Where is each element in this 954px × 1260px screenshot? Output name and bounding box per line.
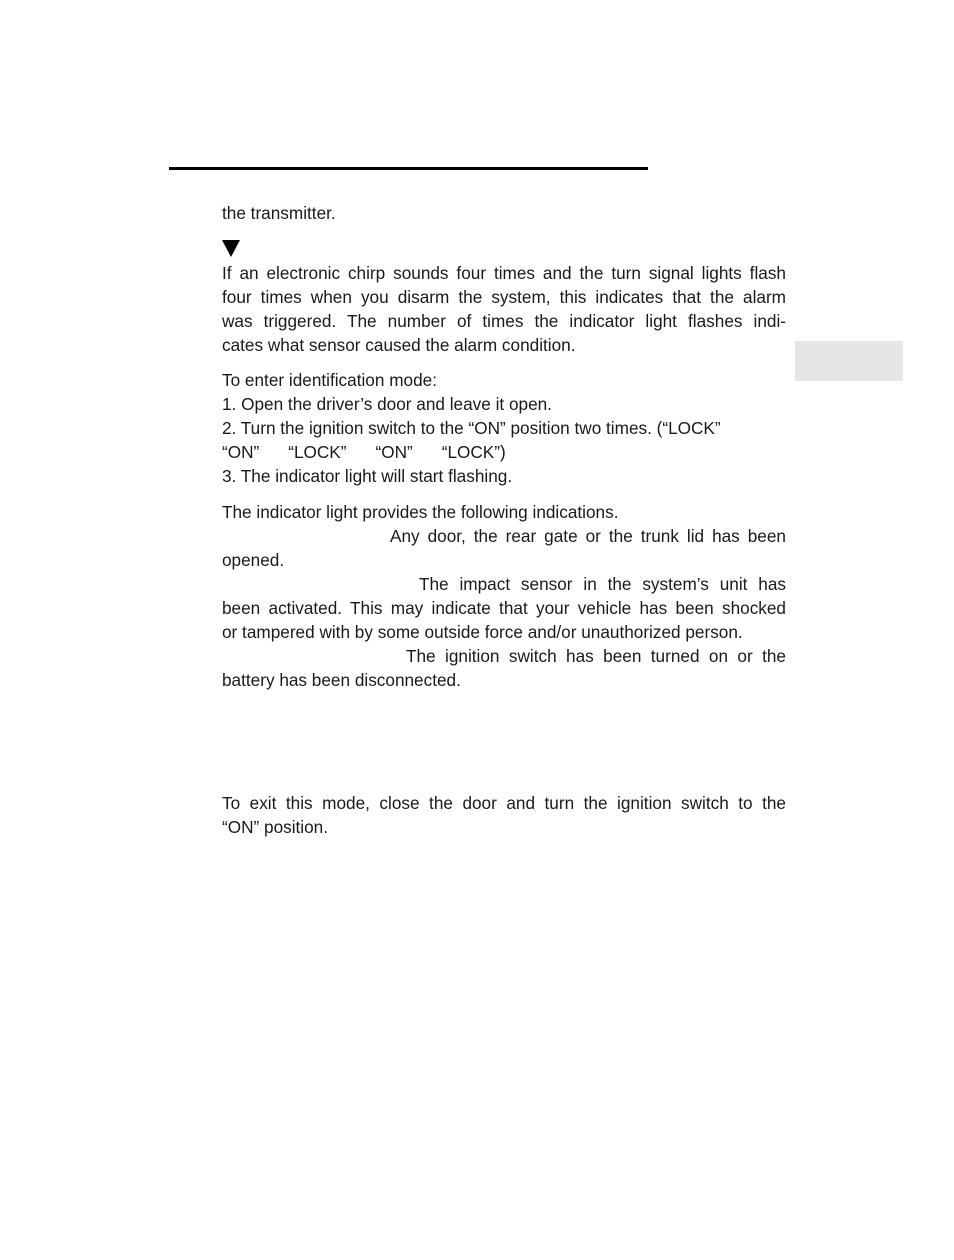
step-2: 2. Turn the ignition switch to the “ON” position two times. (“LOCK” <box>222 418 721 438</box>
section-tab <box>795 341 903 381</box>
step-1: 1. Open the driver’s door and leave it open. <box>222 394 552 414</box>
door-indication: Any door, the rear gate or the trunk lid has been <box>390 526 786 546</box>
impact-indication: The impact sensor in the system’s unit has <box>419 574 786 594</box>
identification-steps <box>222 368 786 488</box>
alarm-paragraph: If an electronic chirp sounds four times and the turn signal lights flash four times when you disarm the system, this indicates that the alarm was triggered. The number of times the indicator light flashes indi- cates what sensor caused the alarm condition. <box>222 263 786 355</box>
indications-intro: The indicator light provides the following indications. <box>222 502 619 522</box>
ignition-indication: The ignition switch has been turned on or the <box>406 646 786 666</box>
step-2-sequence: “ON” “LOCK” “ON” “LOCK”) <box>222 442 506 462</box>
header-rule <box>169 167 648 170</box>
exit-paragraph: To exit this mode, close the door and turn the ignition switch to the “ON” position. <box>222 793 786 837</box>
down-triangle-icon <box>222 240 240 257</box>
identification-heading: To enter identification mode: <box>222 370 437 390</box>
indications: The indicator light provides the following indications. Any door, the rear gate or the trunk lid has been opened. The impact sensor in the system’s unit has been activated. This may indicate that your vehicle has been shocked or tampered with by some outside force and/or unauthorized person. The ignition switch has been turned on or the battery has been disconnected. <box>222 502 786 690</box>
intro-fragment: the transmitter. <box>222 203 336 223</box>
step-3: 3. The indicator light will start flashing. <box>222 466 513 486</box>
